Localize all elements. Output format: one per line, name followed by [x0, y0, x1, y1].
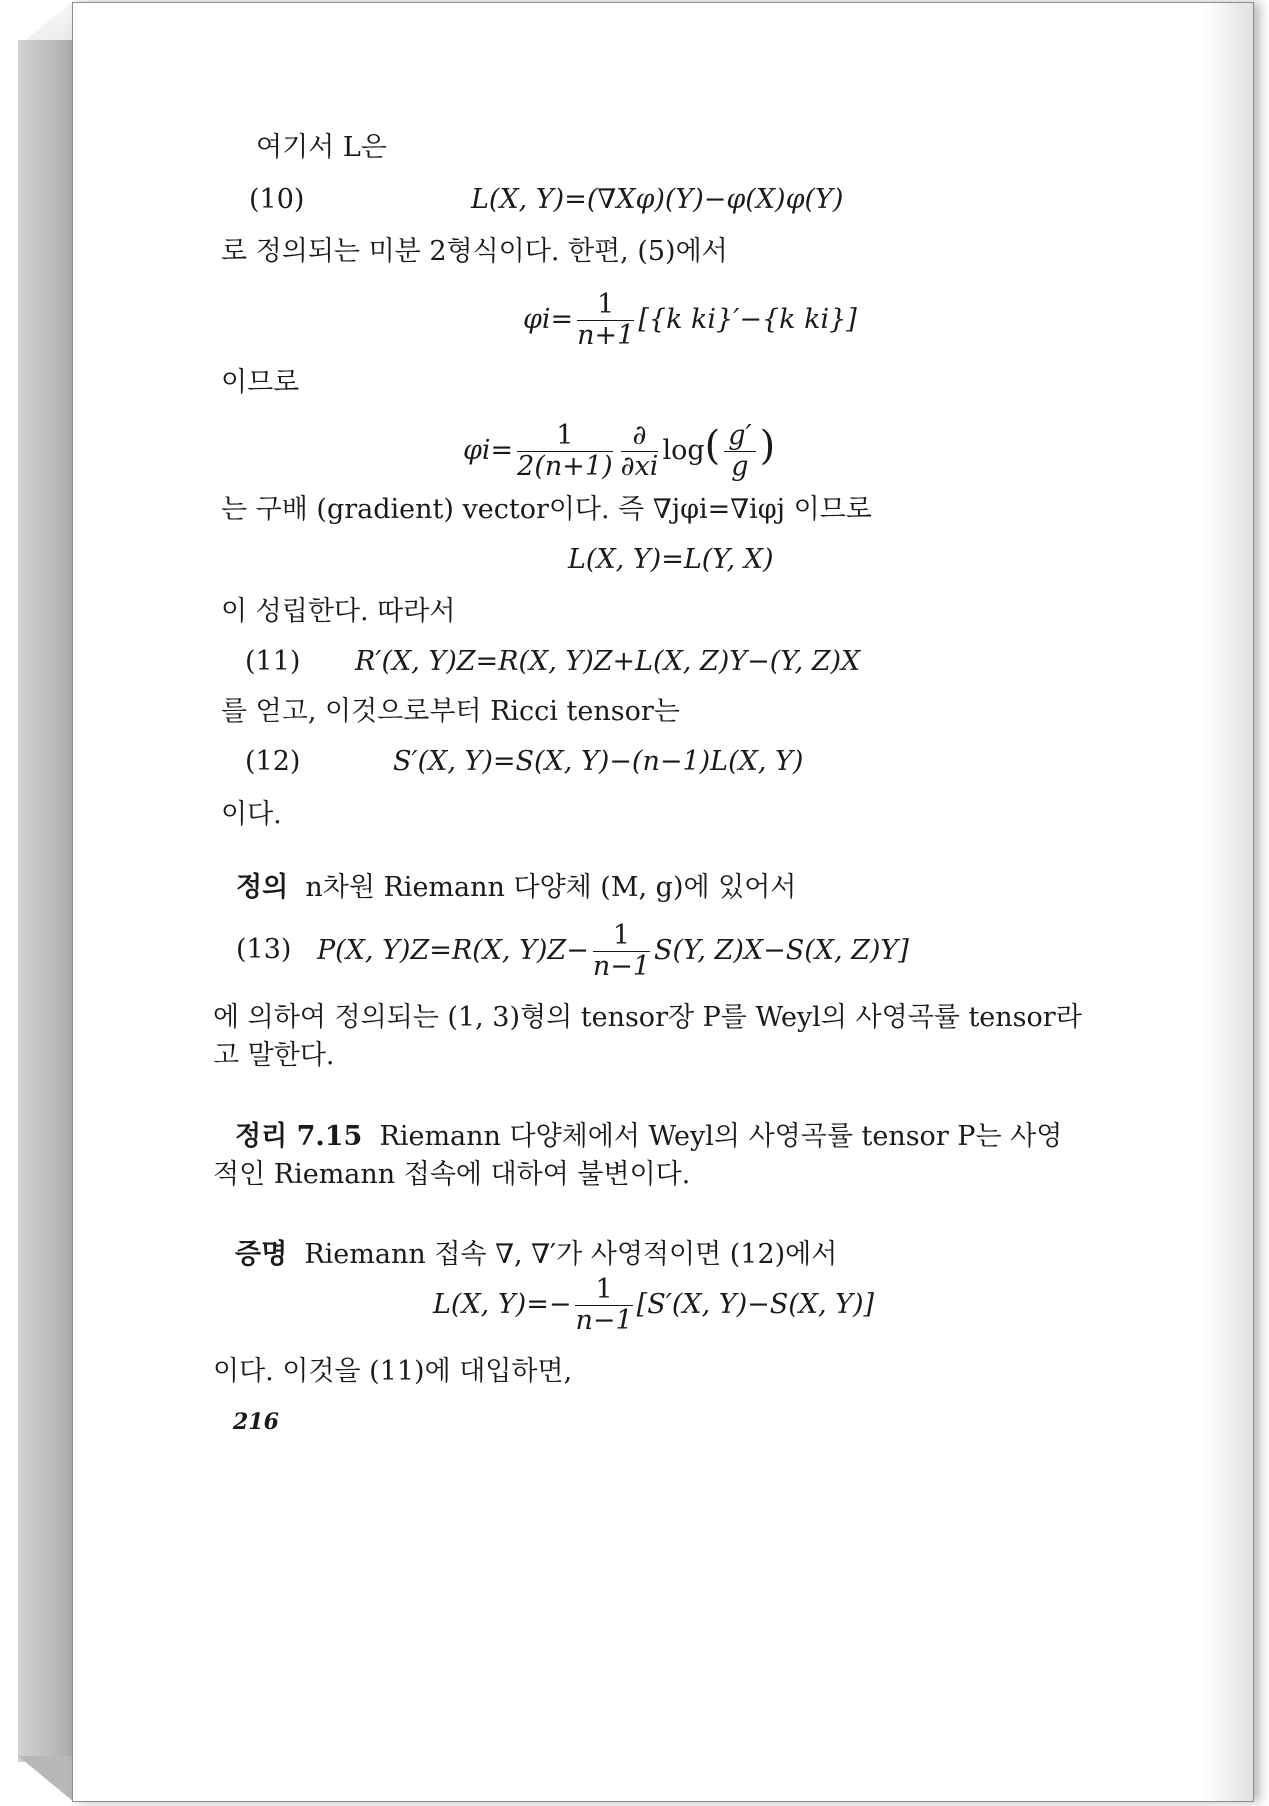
- equation-13: [317, 921, 909, 982]
- g-fraction: [724, 421, 755, 482]
- equation-13-left: P(X, Y)Z=R(X, Y)Z−: [317, 935, 589, 966]
- equation-10: L(X, Y)=(∇Xφ)(Y)−φ(X)φ(Y): [471, 184, 844, 215]
- equation-13-right: S(Y, Z)X−S(X, Z)Y]: [654, 935, 909, 966]
- fraction-denominator: n−1: [575, 1305, 633, 1336]
- equation-number: (11): [245, 646, 301, 677]
- equation-number: (12): [245, 746, 301, 777]
- definition-heading: [236, 871, 796, 905]
- equation-L: [433, 1275, 874, 1336]
- equation-symmetry: L(X, Y)=L(Y, X): [568, 544, 774, 575]
- equation-number: (13): [236, 934, 292, 965]
- fraction-numerator: g′: [724, 421, 755, 452]
- christoffel-bracket: [{k ki}′−{k ki}]: [638, 304, 857, 335]
- phi-lhs: φi=: [463, 435, 514, 466]
- book-spine-bottom: [18, 1756, 74, 1802]
- equation-11: R′(X, Y)Z=R(X, Y)Z+L(X, Z)Y−(Y, Z)X: [355, 646, 861, 677]
- definition-label: 정의: [236, 872, 289, 903]
- fraction-denominator: ∂xi: [620, 451, 659, 482]
- text-line: 적인 Riemann 접속에 대하여 불변이다.: [213, 1159, 691, 1190]
- fraction-numerator: ∂: [621, 421, 659, 452]
- text-line: 는 구배 (gradient) vector이다. 즉 ∇jφi=∇iφj 이므로: [221, 494, 872, 525]
- proof-label: 증명: [235, 1239, 288, 1270]
- fraction-denominator: g: [731, 451, 749, 482]
- text-line: 로 정의되는 미분 2형식이다. 한편, (5)에서: [221, 236, 728, 267]
- text-line: 를 얻고, 이것으로부터 Ricci tensor는: [221, 696, 680, 727]
- equation-number: (10): [249, 184, 305, 215]
- fraction-denominator: n+1: [577, 320, 635, 351]
- fraction-numerator: 1: [577, 290, 634, 321]
- theorem-text: Riemann 다양체에서 Weyl의 사영곡률 tensor P는 사영: [379, 1121, 1063, 1152]
- definition-text: n차원 Riemann 다양체 (M, g)에 있어서: [305, 872, 797, 903]
- text-line: 에 의하여 정의되는 (1, 3)형의 tensor장 P를 Weyl의 사영곡률 tensor라: [213, 1002, 1082, 1033]
- text-line: 이다. 이것을 (11)에 대입하면,: [213, 1356, 573, 1387]
- fraction-numerator: 1: [593, 921, 650, 952]
- equation-phi-2: φi= $\frac{1}{2(n+1)}$ $\frac{\partial}{\partial xi}$ log( $\frac{g'}{g}$ ): [463, 420, 776, 482]
- theorem-heading: [235, 1120, 1062, 1154]
- equation-L-left: L(X, Y)=−: [433, 1289, 572, 1320]
- book-spine: [18, 40, 74, 1762]
- fraction: [575, 1275, 632, 1336]
- page-number: 216: [233, 1409, 279, 1435]
- text-line: 이 성립한다. 따라서: [221, 596, 456, 627]
- theorem-label: 정리 7.15: [235, 1121, 363, 1152]
- proof-heading: [235, 1238, 837, 1272]
- fraction-denominator: n−1: [592, 951, 651, 982]
- page-edge-shadow: [1203, 3, 1253, 1801]
- equation-phi-1: [523, 290, 857, 351]
- text-line: 이므로: [221, 367, 300, 398]
- text-line: 이다.: [221, 799, 282, 830]
- fraction-denominator: 2(n+1): [517, 451, 613, 482]
- fraction: [517, 421, 612, 482]
- log-text: log: [662, 435, 705, 466]
- fraction: [593, 921, 650, 982]
- text-line: 고 말한다.: [213, 1040, 335, 1071]
- fraction-numerator: 1: [575, 1275, 632, 1306]
- equation-12: S′(X, Y)=S(X, Y)−(n−1)L(X, Y): [393, 746, 804, 777]
- text-line: 여기서 L은: [256, 132, 387, 163]
- book-page: [72, 2, 1254, 1802]
- fraction: [577, 290, 634, 351]
- derivative-fraction: [621, 421, 659, 482]
- phi-lhs: φi=: [523, 304, 574, 335]
- equation-L-right: [S′(X, Y)−S(X, Y)]: [636, 1289, 875, 1320]
- proof-text: Riemann 접속 ∇, ∇′가 사영적이면 (12)에서: [304, 1239, 838, 1270]
- fraction-numerator: 1: [517, 421, 612, 452]
